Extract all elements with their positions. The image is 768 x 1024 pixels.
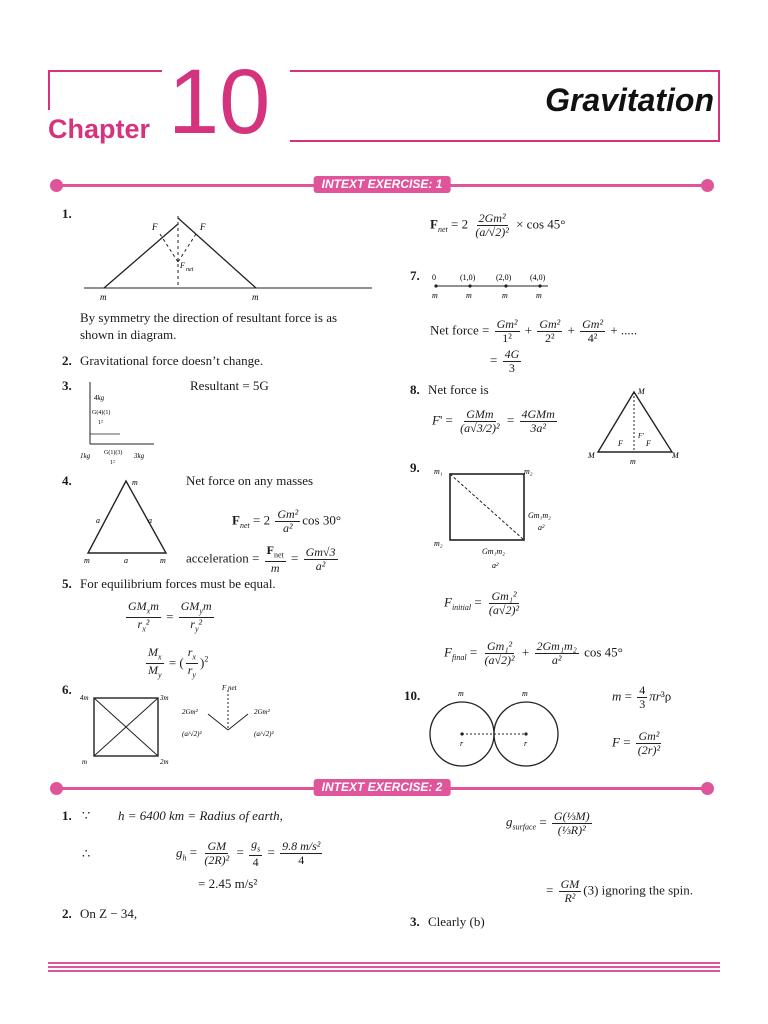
ex2-q1-eq: h = 6400 km = Radius of earth, (118, 808, 283, 823)
section-banner-2 (50, 779, 714, 797)
q6-diagram (78, 684, 288, 770)
svg-text:m: m (466, 291, 472, 300)
section-label-1: INTEXT EXERCISE: 1 (314, 176, 451, 193)
footer-rule-3 (48, 970, 720, 972)
ex2-q2-text: On Z − 34, (80, 906, 138, 921)
svg-text:(2,0): (2,0) (496, 273, 512, 282)
ex2-q1-gh-eq: $g_h$ = $\frac{GM}{\text{(2R)²}}$ = $\frac{g_s}{4}$ = $\frac{\text{9.8 m/s²}}{4}$ (176, 837, 321, 870)
q10-number: 10. (404, 688, 421, 703)
header-rule-bottom (290, 140, 720, 142)
svg-text:3m: 3m (160, 694, 169, 702)
ex2-q3-number: 3. (410, 914, 420, 929)
chapter-number: 10 (168, 51, 271, 153)
q5-eq1: $\frac{GM_xm}{r_x^2}$ = $\frac{GM_ym}{r_y^2}$ (128, 599, 212, 634)
svg-text:F: F (152, 222, 158, 232)
svg-text:m: m (458, 689, 464, 698)
q7-result: = $\frac{4G}{3}$ (490, 347, 520, 375)
svg-text:3kg: 3kg (134, 452, 145, 460)
svg-text:a: a (96, 516, 100, 525)
svg-text:(a/√2)²: (a/√2)² (254, 730, 274, 738)
svg-text:r: r (460, 739, 464, 748)
q9-number: 9. (410, 460, 420, 475)
svg-text:m: m (536, 291, 542, 300)
q4-number: 4. (62, 473, 72, 488)
svg-text:F: F (618, 439, 623, 448)
svg-text:Gm₁m₂: Gm₁m₂ (482, 547, 505, 556)
chapter-title: Gravitation (545, 82, 714, 118)
header-rule-left-vertical (48, 70, 50, 110)
ex2-q1-number: 1. (62, 808, 72, 823)
svg-text:m₂: m₂ (524, 467, 533, 476)
svg-text:m₂: m₂ (434, 539, 443, 548)
q9-ffinal-eq: $F_{final}$ = $\frac{\text{Gm₁²}}{\text{(a√2)²}}$ + $\frac{\text{2Gm₁m₂}}{\text{a²}}$ cos 45° (444, 639, 623, 667)
q8-number: 8. (410, 382, 420, 397)
svg-text:m: m (84, 556, 90, 565)
svg-text:2m: 2m (160, 758, 169, 766)
svg-text:m: m (132, 478, 138, 487)
svg-text:m: m (252, 292, 259, 302)
svg-text:r: r (524, 739, 528, 748)
svg-text:F: F (646, 439, 651, 448)
footer-rule-2 (48, 966, 720, 968)
q9-diagram (428, 462, 598, 574)
svg-text:m: m (160, 556, 166, 565)
ex2-spin-text: (3) ignoring the spin. (583, 882, 694, 898)
svg-text:F: F (200, 222, 206, 232)
svg-text:(1,0): (1,0) (460, 273, 476, 282)
svg-text:Gm₁m₂: Gm₁m₂ (528, 511, 551, 520)
q7-net-label: Net force (430, 322, 479, 338)
q10-diagram (426, 684, 566, 770)
svg-text:0: 0 (432, 273, 436, 282)
q9-finitial-eq: $F_{initial}$ = $\frac{\text{Gm₁²}}{\text{(a√2)²}}$ (444, 589, 520, 617)
svg-text:m: m (502, 291, 508, 300)
q5-text: For equilibrium forces must be equal. (80, 576, 276, 591)
q8-triangle (588, 384, 684, 466)
ex2-q2-number: 2. (62, 906, 72, 921)
svg-text:M: M (672, 451, 679, 460)
ex2-q3-text: Clearly (b) (428, 914, 485, 929)
ex2-q1-because: ∵ (82, 808, 91, 823)
svg-text:G(1)(3): G(1)(3) (104, 450, 123, 456)
svg-text:a²: a² (492, 561, 499, 570)
q2-number: 2. (62, 353, 72, 368)
q7-tail: + ..... (610, 322, 638, 338)
svg-text:G(4)(1): G(4)(1) (92, 410, 111, 416)
ex2-spin-eq: = $\frac{GM}{\text{R²}}$ (3) ignoring the spin. (546, 877, 694, 905)
ex2-gsurface-eq: $g_{surface}$ = $\frac{\text{G(⅓M)}}{\text{(⅓R)²}}$ (506, 809, 590, 837)
q1-diagram (80, 206, 380, 302)
svg-text:4kg: 4kg (94, 394, 105, 402)
svg-text:1²: 1² (110, 460, 115, 466)
ex2-q1-therefore: ∴ (82, 846, 91, 861)
footer-rule-1 (48, 962, 720, 964)
q8-text: Net force is (428, 382, 489, 397)
q10-force-eq: F = $\frac{\text{Gm²}}{\text{(2r)²}}$ (612, 729, 661, 757)
svg-text:2Gm²: 2Gm² (254, 708, 270, 716)
q8-eq: F' = $\frac{\text{GMm}}{\text{(a√3/2)²}}$ = $\frac{\text{4GMm}}{\text{3a²}}$ (432, 407, 555, 435)
q4-fnet-eq: $F_{net} = 2$ $\frac{\text{Gm²}}{\text{a²}}$ cos 30° (232, 507, 342, 535)
q7-number: 7. (410, 268, 420, 283)
q4-text: Net force on any masses (186, 473, 314, 488)
svg-text:M: M (588, 451, 595, 460)
header-rule-left (48, 70, 162, 72)
q1-number: 1. (62, 206, 72, 221)
svg-text:(a/√2)²: (a/√2)² (182, 730, 202, 738)
header-rule-right (718, 70, 720, 142)
q3-number: 3. (62, 378, 72, 393)
svg-text:4m: 4m (80, 694, 89, 702)
svg-text:a: a (148, 516, 152, 525)
q5-number: 5. (62, 576, 72, 591)
q7-diagram (428, 266, 558, 302)
q4-acc-label: acceleration = (186, 550, 260, 566)
svg-text:m: m (100, 292, 107, 302)
q1-text-b: shown in diagram. (80, 327, 177, 342)
q6-number: 6. (62, 682, 72, 697)
svg-text:net: net (186, 267, 194, 273)
q4-triangle (80, 473, 180, 565)
section-label-2: INTEXT EXERCISE: 2 (314, 779, 451, 796)
chapter-word: Chapter (48, 114, 151, 144)
q4-acc-eq: acceleration = $\frac{F_{net}}{m}$ = $\frac{Gm√3}{\text{a²}}$ (186, 543, 336, 576)
q6-fnet-eq: $F_{net} = 2$ $\frac{\text{2Gm²}}{\text{(a/√2)²}}$ × cos 45° (430, 211, 566, 239)
svg-text:a: a (124, 556, 128, 565)
svg-text:F net: F net (222, 684, 237, 692)
q1-text-a: By symmetry the direction of resultant force is as (80, 310, 338, 325)
svg-text:1kg: 1kg (80, 452, 91, 460)
q3-diagram (80, 378, 170, 468)
svg-text:m: m (82, 758, 88, 766)
q3-result: Resultant = 5G (190, 378, 269, 393)
svg-text:F': F' (638, 432, 644, 440)
header-rule-top (290, 70, 720, 72)
section-banner-1 (50, 176, 714, 194)
svg-text:m: m (630, 457, 636, 466)
q7-net-eq: Net force = $\frac{\text{Gm²}}{\text{1²}}$ + $\frac{\text{Gm²}}{\text{2²}}$ + $\frac{\text{Gm²}}{\text{4²}}$ + ..... (430, 317, 638, 345)
svg-text:m: m (432, 291, 438, 300)
svg-text:(4,0): (4,0) (530, 273, 546, 282)
q2-text: Gravitational force doesn’t change. (80, 353, 264, 368)
svg-text:m₁: m₁ (434, 467, 443, 476)
svg-text:F: F (180, 261, 185, 270)
svg-text:m: m (522, 689, 528, 698)
svg-text:2Gm²: 2Gm² (182, 708, 198, 716)
svg-text:1²: 1² (98, 420, 103, 426)
ex2-q1-result: = 2.45 m/s² (198, 876, 258, 891)
svg-text:a²: a² (538, 523, 545, 532)
q10-mass-eq: m = $\frac{4}{3}$ πr³ρ (612, 683, 672, 711)
svg-text:M: M (638, 387, 645, 396)
q5-eq2: $\frac{M_x}{M_y}$ = ( $\frac{r_x}{r_y}$ )$^2$ (148, 645, 209, 680)
